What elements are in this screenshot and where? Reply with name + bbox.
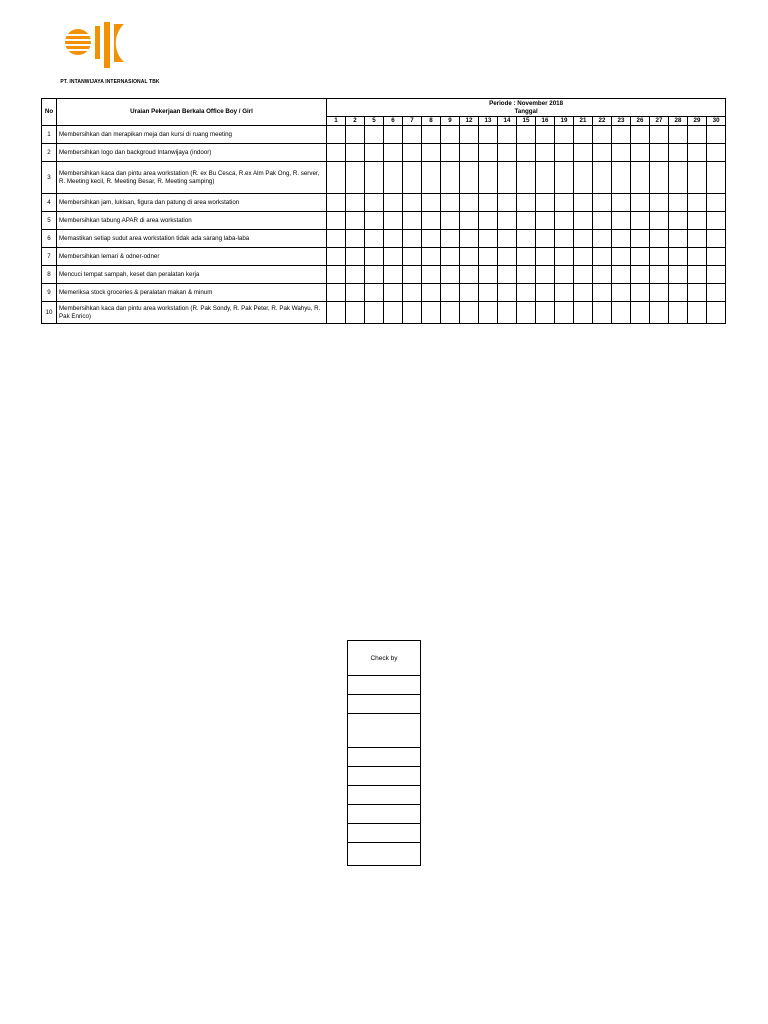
day-header: 16 bbox=[536, 117, 555, 126]
check-cell[interactable] bbox=[707, 302, 726, 324]
day-header: 2 bbox=[346, 117, 365, 126]
check-cell[interactable] bbox=[460, 144, 479, 162]
header-row bbox=[42, 99, 726, 117]
check-by-cell[interactable] bbox=[348, 767, 421, 786]
check-cell[interactable] bbox=[498, 266, 517, 284]
check-cell[interactable] bbox=[479, 162, 498, 194]
check-cell[interactable] bbox=[346, 126, 365, 144]
check-cell[interactable] bbox=[669, 266, 688, 284]
check-cell[interactable] bbox=[327, 144, 346, 162]
check-cell[interactable] bbox=[346, 302, 365, 324]
check-cell[interactable] bbox=[460, 248, 479, 266]
check-cell[interactable] bbox=[365, 212, 384, 230]
check-cell[interactable] bbox=[650, 212, 669, 230]
check-cell[interactable] bbox=[479, 302, 498, 324]
check-cell[interactable] bbox=[707, 144, 726, 162]
check-cell[interactable] bbox=[384, 162, 403, 194]
check-cell[interactable] bbox=[669, 302, 688, 324]
check-cell[interactable] bbox=[327, 230, 346, 248]
check-cell[interactable] bbox=[688, 212, 707, 230]
check-cell[interactable] bbox=[422, 284, 441, 302]
row-number: 6 bbox=[42, 230, 57, 248]
check-cell[interactable] bbox=[669, 248, 688, 266]
check-cell[interactable] bbox=[536, 162, 555, 194]
check-cell[interactable] bbox=[403, 266, 422, 284]
check-cell[interactable] bbox=[479, 230, 498, 248]
check-by-cell[interactable] bbox=[348, 714, 421, 748]
no-header: No bbox=[42, 99, 57, 126]
check-cell[interactable] bbox=[365, 248, 384, 266]
period-label: Periode : November 2018 bbox=[489, 99, 564, 107]
check-cell[interactable] bbox=[460, 230, 479, 248]
check-cell[interactable] bbox=[422, 266, 441, 284]
check-by-cell[interactable] bbox=[348, 786, 421, 805]
check-cell[interactable] bbox=[498, 302, 517, 324]
check-cell[interactable] bbox=[707, 212, 726, 230]
check-by-cell[interactable] bbox=[348, 805, 421, 824]
day-header: 27 bbox=[650, 117, 669, 126]
check-cell[interactable] bbox=[650, 144, 669, 162]
check-cell[interactable] bbox=[479, 284, 498, 302]
row-number: 10 bbox=[42, 302, 57, 324]
check-cell[interactable] bbox=[688, 248, 707, 266]
check-cell[interactable] bbox=[441, 248, 460, 266]
check-cell[interactable] bbox=[498, 248, 517, 266]
table-row bbox=[42, 212, 726, 230]
check-cell[interactable] bbox=[593, 162, 612, 194]
check-cell[interactable] bbox=[479, 266, 498, 284]
check-cell[interactable] bbox=[650, 284, 669, 302]
check-cell[interactable] bbox=[460, 284, 479, 302]
check-cell[interactable] bbox=[479, 126, 498, 144]
check-cell[interactable] bbox=[555, 302, 574, 324]
check-cell[interactable] bbox=[707, 162, 726, 194]
check-cell[interactable] bbox=[498, 230, 517, 248]
check-cell[interactable] bbox=[593, 126, 612, 144]
check-cell[interactable] bbox=[650, 302, 669, 324]
check-cell[interactable] bbox=[403, 144, 422, 162]
day-header: 7 bbox=[403, 117, 422, 126]
check-cell[interactable] bbox=[631, 266, 650, 284]
check-cell[interactable] bbox=[346, 144, 365, 162]
check-cell[interactable] bbox=[517, 248, 536, 266]
check-cell[interactable] bbox=[707, 230, 726, 248]
check-cell[interactable] bbox=[441, 266, 460, 284]
check-cell[interactable] bbox=[631, 126, 650, 144]
check-cell[interactable] bbox=[384, 266, 403, 284]
check-cell[interactable] bbox=[555, 194, 574, 212]
check-cell[interactable] bbox=[517, 126, 536, 144]
check-cell[interactable] bbox=[631, 194, 650, 212]
check-cell[interactable] bbox=[631, 248, 650, 266]
check-cell[interactable] bbox=[688, 162, 707, 194]
check-cell[interactable] bbox=[365, 230, 384, 248]
check-cell[interactable] bbox=[327, 212, 346, 230]
task-description: Membersihkan kaca dan pintu area workstation (R. ex Bu Cesca, R.ex Alm Pak Ong, R. server, R. Meeting kecil, R. Meeting Besar, R. Meeting samping) bbox=[57, 162, 327, 194]
day-header: 30 bbox=[707, 117, 726, 126]
check-cell[interactable] bbox=[688, 144, 707, 162]
check-cell[interactable] bbox=[365, 266, 384, 284]
check-cell[interactable] bbox=[650, 194, 669, 212]
check-cell[interactable] bbox=[517, 144, 536, 162]
check-cell[interactable] bbox=[327, 266, 346, 284]
row-number: 2 bbox=[42, 144, 57, 162]
check-cell[interactable] bbox=[460, 266, 479, 284]
row-number: 3 bbox=[42, 162, 57, 194]
check-cell[interactable] bbox=[365, 194, 384, 212]
table-row bbox=[42, 194, 726, 212]
check-cell[interactable] bbox=[403, 302, 422, 324]
check-cell[interactable] bbox=[517, 266, 536, 284]
check-cell[interactable] bbox=[422, 212, 441, 230]
day-header: 29 bbox=[688, 117, 707, 126]
check-cell[interactable] bbox=[612, 266, 631, 284]
check-cell[interactable] bbox=[574, 266, 593, 284]
day-header: 12 bbox=[460, 117, 479, 126]
check-cell[interactable] bbox=[650, 266, 669, 284]
day-header: 6 bbox=[384, 117, 403, 126]
company-name: PT. INTANWIJAYA INTERNASIONAL TBK bbox=[60, 79, 160, 85]
date-label: Tanggal bbox=[514, 107, 538, 115]
check-cell[interactable] bbox=[460, 194, 479, 212]
table-row bbox=[42, 230, 726, 248]
check-cell[interactable] bbox=[669, 162, 688, 194]
check-cell[interactable] bbox=[574, 212, 593, 230]
check-cell[interactable] bbox=[612, 194, 631, 212]
check-cell[interactable] bbox=[631, 302, 650, 324]
check-cell[interactable] bbox=[460, 302, 479, 324]
check-cell[interactable] bbox=[498, 194, 517, 212]
check-cell[interactable] bbox=[688, 126, 707, 144]
check-by-cell[interactable] bbox=[348, 676, 421, 695]
check-cell[interactable] bbox=[441, 284, 460, 302]
check-cell[interactable] bbox=[384, 194, 403, 212]
check-cell[interactable] bbox=[441, 162, 460, 194]
check-cell[interactable] bbox=[327, 248, 346, 266]
check-cell[interactable] bbox=[536, 302, 555, 324]
check-cell[interactable] bbox=[593, 284, 612, 302]
check-cell[interactable] bbox=[555, 230, 574, 248]
check-cell[interactable] bbox=[650, 162, 669, 194]
check-cell[interactable] bbox=[536, 194, 555, 212]
row-number: 5 bbox=[42, 212, 57, 230]
table-row bbox=[42, 126, 726, 144]
task-description: Membersihkan dan merapikan meja dan kursi di ruang meeting bbox=[57, 126, 327, 144]
check-cell[interactable] bbox=[346, 230, 365, 248]
check-cell[interactable] bbox=[555, 144, 574, 162]
check-cell[interactable] bbox=[688, 194, 707, 212]
check-cell[interactable] bbox=[574, 248, 593, 266]
check-cell[interactable] bbox=[650, 126, 669, 144]
row-number: 9 bbox=[42, 284, 57, 302]
check-cell[interactable] bbox=[422, 230, 441, 248]
check-cell[interactable] bbox=[365, 302, 384, 324]
check-cell[interactable] bbox=[460, 162, 479, 194]
check-cell[interactable] bbox=[650, 248, 669, 266]
check-cell[interactable] bbox=[346, 162, 365, 194]
check-cell[interactable] bbox=[631, 284, 650, 302]
check-cell[interactable] bbox=[555, 162, 574, 194]
check-cell[interactable] bbox=[460, 126, 479, 144]
check-cell[interactable] bbox=[669, 212, 688, 230]
day-header: 28 bbox=[669, 117, 688, 126]
check-cell[interactable] bbox=[536, 230, 555, 248]
check-cell[interactable] bbox=[536, 284, 555, 302]
check-cell[interactable] bbox=[555, 248, 574, 266]
check-cell[interactable] bbox=[669, 230, 688, 248]
check-cell[interactable] bbox=[422, 144, 441, 162]
check-cell[interactable] bbox=[422, 162, 441, 194]
check-cell[interactable] bbox=[574, 284, 593, 302]
check-cell[interactable] bbox=[403, 230, 422, 248]
check-cell[interactable] bbox=[574, 194, 593, 212]
check-cell[interactable] bbox=[517, 230, 536, 248]
task-header: Uraian Pekerjaan Berkala Office Boy / Girl bbox=[57, 99, 327, 126]
check-cell[interactable] bbox=[384, 212, 403, 230]
check-cell[interactable] bbox=[593, 144, 612, 162]
check-cell[interactable] bbox=[669, 284, 688, 302]
check-cell[interactable] bbox=[707, 194, 726, 212]
day-header: 5 bbox=[365, 117, 384, 126]
check-cell[interactable] bbox=[707, 266, 726, 284]
check-cell[interactable] bbox=[574, 162, 593, 194]
check-cell[interactable] bbox=[460, 212, 479, 230]
check-cell[interactable] bbox=[593, 266, 612, 284]
task-checklist-table bbox=[41, 98, 726, 324]
check-cell[interactable] bbox=[612, 302, 631, 324]
check-cell[interactable] bbox=[574, 302, 593, 324]
check-cell[interactable] bbox=[327, 194, 346, 212]
check-cell[interactable] bbox=[631, 162, 650, 194]
check-cell[interactable] bbox=[498, 212, 517, 230]
period-header bbox=[327, 99, 726, 117]
check-by-cell[interactable] bbox=[348, 748, 421, 767]
check-cell[interactable] bbox=[669, 194, 688, 212]
check-cell[interactable] bbox=[327, 126, 346, 144]
task-description: Membersihkan kaca dan pintu area workstation (R. Pak Sondy, R. Pak Peter, R. Pak Wahyu, R. Pak Enrico) bbox=[57, 302, 327, 324]
check-cell[interactable] bbox=[365, 162, 384, 194]
check-cell[interactable] bbox=[498, 284, 517, 302]
check-cell[interactable] bbox=[384, 230, 403, 248]
row-number: 7 bbox=[42, 248, 57, 266]
check-cell[interactable] bbox=[384, 248, 403, 266]
row-number: 4 bbox=[42, 194, 57, 212]
row-number: 1 bbox=[42, 126, 57, 144]
table-row bbox=[42, 144, 726, 162]
check-cell[interactable] bbox=[346, 266, 365, 284]
check-cell[interactable] bbox=[555, 284, 574, 302]
table-row bbox=[42, 162, 726, 194]
check-cell[interactable] bbox=[498, 126, 517, 144]
task-description: Membersihkan tabung APAR di area workstation bbox=[57, 212, 327, 230]
check-cell[interactable] bbox=[612, 162, 631, 194]
check-cell[interactable] bbox=[669, 144, 688, 162]
check-cell[interactable] bbox=[422, 194, 441, 212]
row-number: 8 bbox=[42, 266, 57, 284]
check-cell[interactable] bbox=[441, 194, 460, 212]
check-cell[interactable] bbox=[441, 144, 460, 162]
check-cell[interactable] bbox=[403, 284, 422, 302]
check-cell[interactable] bbox=[688, 284, 707, 302]
check-cell[interactable] bbox=[593, 230, 612, 248]
check-cell[interactable] bbox=[688, 266, 707, 284]
check-cell[interactable] bbox=[384, 302, 403, 324]
check-cell[interactable] bbox=[688, 230, 707, 248]
check-cell[interactable] bbox=[650, 230, 669, 248]
check-cell[interactable] bbox=[536, 212, 555, 230]
check-cell[interactable] bbox=[536, 144, 555, 162]
check-cell[interactable] bbox=[479, 248, 498, 266]
day-header: 23 bbox=[612, 117, 631, 126]
check-cell[interactable] bbox=[593, 194, 612, 212]
task-description: Mencuci tempat sampah, keset dan peralatan kerja bbox=[57, 266, 327, 284]
check-cell[interactable] bbox=[517, 194, 536, 212]
check-cell[interactable] bbox=[498, 144, 517, 162]
check-cell[interactable] bbox=[441, 126, 460, 144]
check-cell[interactable] bbox=[346, 284, 365, 302]
task-description: Membersihkan jam, lukisan, figura dan patung di area workstation bbox=[57, 194, 327, 212]
check-by-table bbox=[347, 640, 421, 866]
check-cell[interactable] bbox=[593, 248, 612, 266]
check-cell[interactable] bbox=[403, 248, 422, 266]
check-cell[interactable] bbox=[517, 302, 536, 324]
check-cell[interactable] bbox=[479, 144, 498, 162]
check-cell[interactable] bbox=[403, 212, 422, 230]
check-by-cell[interactable] bbox=[348, 695, 421, 714]
check-cell[interactable] bbox=[612, 144, 631, 162]
check-cell[interactable] bbox=[707, 126, 726, 144]
check-cell[interactable] bbox=[422, 126, 441, 144]
task-description: Membersihkan lemari & odner-odner bbox=[57, 248, 327, 266]
check-cell[interactable] bbox=[631, 144, 650, 162]
check-cell[interactable] bbox=[574, 126, 593, 144]
check-cell[interactable] bbox=[441, 212, 460, 230]
table-row bbox=[42, 302, 726, 324]
check-by-title: Check by bbox=[348, 641, 421, 676]
check-cell[interactable] bbox=[403, 126, 422, 144]
check-cell[interactable] bbox=[536, 266, 555, 284]
check-cell[interactable] bbox=[555, 126, 574, 144]
check-cell[interactable] bbox=[612, 126, 631, 144]
day-header: 9 bbox=[441, 117, 460, 126]
day-header: 15 bbox=[517, 117, 536, 126]
check-cell[interactable] bbox=[327, 284, 346, 302]
day-header: 26 bbox=[631, 117, 650, 126]
check-cell[interactable] bbox=[707, 248, 726, 266]
check-cell[interactable] bbox=[612, 284, 631, 302]
day-header: 1 bbox=[327, 117, 346, 126]
check-cell[interactable] bbox=[422, 302, 441, 324]
check-cell[interactable] bbox=[384, 284, 403, 302]
check-cell[interactable] bbox=[327, 162, 346, 194]
logo-mark-icon bbox=[60, 18, 160, 78]
check-cell[interactable] bbox=[403, 162, 422, 194]
check-cell[interactable] bbox=[631, 212, 650, 230]
check-by-cell[interactable] bbox=[348, 824, 421, 843]
check-cell[interactable] bbox=[517, 284, 536, 302]
day-header: 19 bbox=[555, 117, 574, 126]
check-cell[interactable] bbox=[612, 212, 631, 230]
check-cell[interactable] bbox=[517, 162, 536, 194]
check-cell[interactable] bbox=[346, 212, 365, 230]
day-header: 22 bbox=[593, 117, 612, 126]
task-description: Memeriksa stock groceries & peralatan makan & minum bbox=[57, 284, 327, 302]
check-cell[interactable] bbox=[536, 248, 555, 266]
check-cell[interactable] bbox=[593, 212, 612, 230]
check-cell[interactable] bbox=[479, 212, 498, 230]
check-cell[interactable] bbox=[536, 126, 555, 144]
check-cell[interactable] bbox=[384, 144, 403, 162]
day-header: 14 bbox=[498, 117, 517, 126]
check-cell[interactable] bbox=[555, 266, 574, 284]
check-cell[interactable] bbox=[403, 194, 422, 212]
check-cell[interactable] bbox=[707, 284, 726, 302]
check-cell[interactable] bbox=[669, 126, 688, 144]
table-row bbox=[42, 284, 726, 302]
check-cell[interactable] bbox=[574, 230, 593, 248]
task-description: Membersihkan logo dan backgroud Intanwijaya (indoor) bbox=[57, 144, 327, 162]
check-cell[interactable] bbox=[479, 194, 498, 212]
day-header: 21 bbox=[574, 117, 593, 126]
check-cell[interactable] bbox=[365, 284, 384, 302]
task-description: Memastikan setiap sudut area workstation tidak ada sarang laba-laba bbox=[57, 230, 327, 248]
check-cell[interactable] bbox=[346, 194, 365, 212]
table-row bbox=[42, 266, 726, 284]
day-header: 13 bbox=[479, 117, 498, 126]
check-cell[interactable] bbox=[346, 248, 365, 266]
check-cell[interactable] bbox=[498, 162, 517, 194]
check-cell[interactable] bbox=[517, 212, 536, 230]
check-cell[interactable] bbox=[593, 302, 612, 324]
check-cell[interactable] bbox=[365, 144, 384, 162]
check-cell[interactable] bbox=[688, 302, 707, 324]
check-cell[interactable] bbox=[612, 248, 631, 266]
check-cell[interactable] bbox=[327, 302, 346, 324]
check-cell[interactable] bbox=[384, 126, 403, 144]
check-by-cell[interactable] bbox=[348, 843, 421, 866]
check-cell[interactable] bbox=[422, 248, 441, 266]
check-cell[interactable] bbox=[612, 230, 631, 248]
check-cell[interactable] bbox=[365, 126, 384, 144]
check-cell[interactable] bbox=[631, 230, 650, 248]
check-cell[interactable] bbox=[441, 302, 460, 324]
check-cell[interactable] bbox=[441, 230, 460, 248]
table-row bbox=[42, 248, 726, 266]
check-cell[interactable] bbox=[574, 144, 593, 162]
day-header: 8 bbox=[422, 117, 441, 126]
check-cell[interactable] bbox=[555, 212, 574, 230]
